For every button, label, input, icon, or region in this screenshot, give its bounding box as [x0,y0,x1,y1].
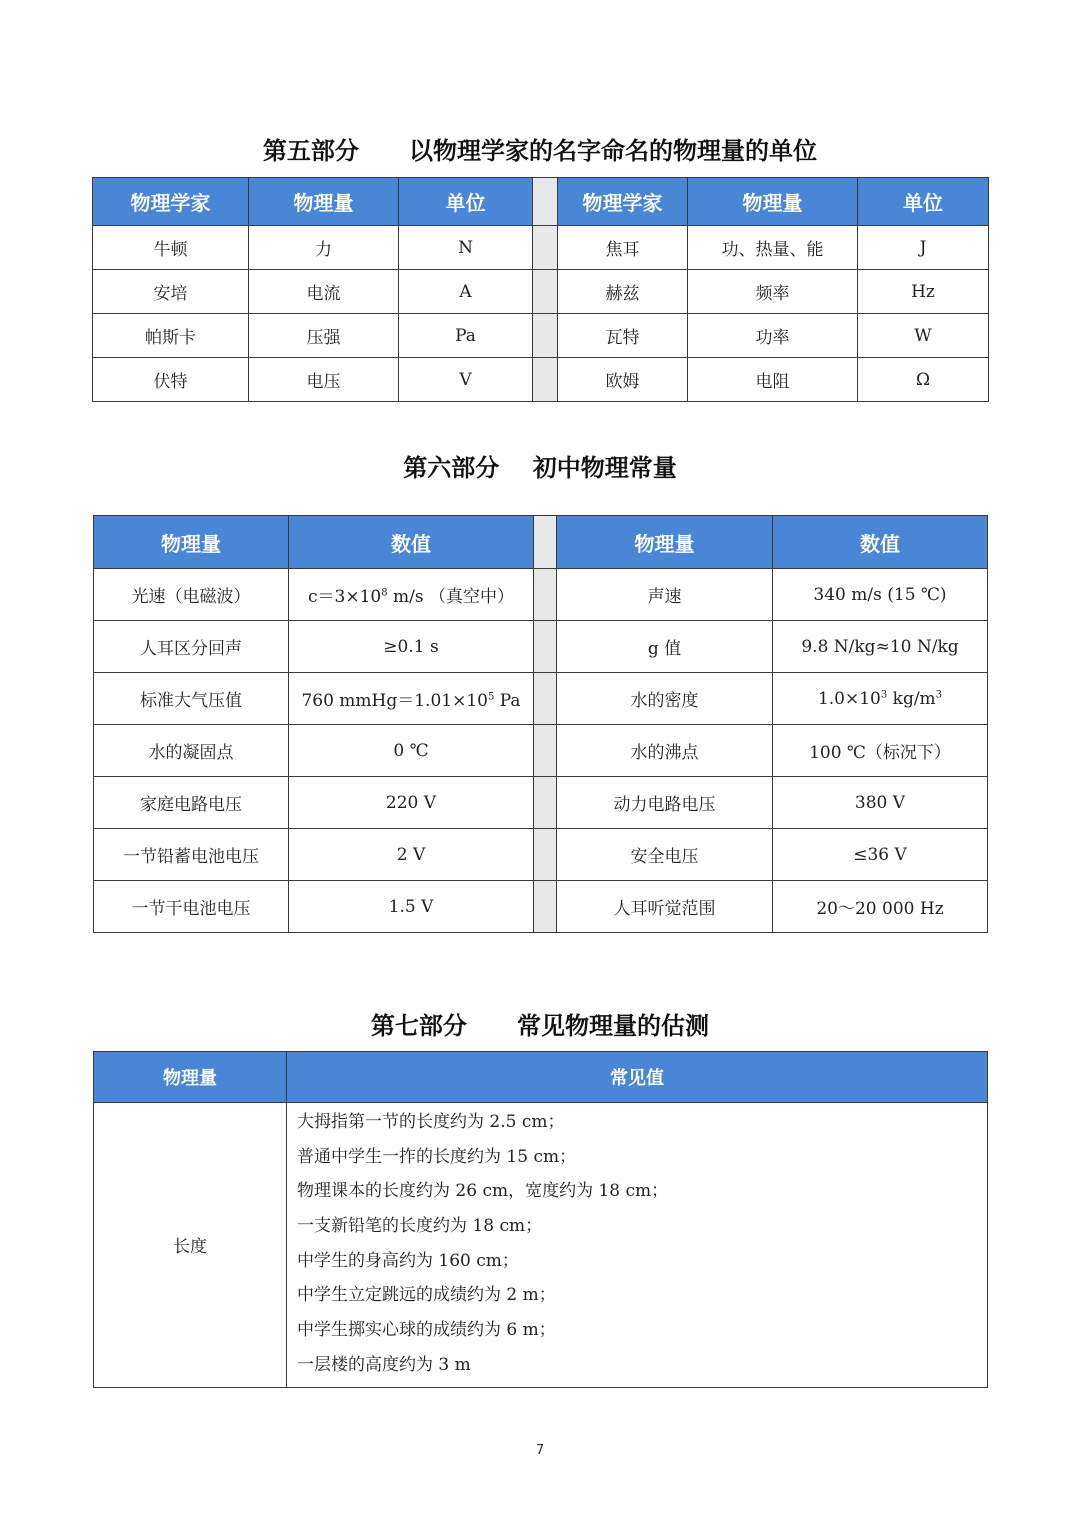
common-values-cell [287,1103,988,1388]
quantity-cell: 水的密度 [557,673,773,725]
value-exponent: 3 [880,688,888,700]
column-divider [533,270,558,314]
physics-constants-table [93,515,988,933]
value-text: 340 m/s (15 ℃) [813,584,947,605]
unit-cell: V [399,358,533,402]
table-row [94,621,988,673]
value-cell [289,829,534,881]
value-cell [773,777,988,829]
quantity-cell: 频率 [688,270,858,314]
table-row [94,725,988,777]
quantity-cell: 电流 [249,270,399,314]
quantity-cell: 长度 [94,1103,287,1388]
column-divider [534,621,557,673]
table-row [94,569,988,621]
unit-cell: N [399,226,533,270]
estimate-line: 物理课本的长度约为 26 cm，宽度约为 18 cm； [297,1181,669,1202]
value-text: ≥0.1 s [383,636,439,657]
value-text: 9.8 N/kg≈10 N/kg [801,636,959,657]
quantity-cell: g 值 [557,621,773,673]
estimate-line: 普通中学生一拃的长度约为 15 cm； [297,1146,577,1167]
quantity-cell: 人耳听觉范围 [557,881,773,933]
value-cell [289,881,534,933]
quantity-cell: 压强 [249,314,399,358]
header-quantity: 物理量 [557,516,773,569]
column-divider [534,673,557,725]
value-cell [773,673,988,725]
estimate-line: 中学生掷实心球的成绩约为 6 m； [297,1320,556,1341]
section6-title: 第六部分 初中物理常量 [403,454,677,482]
header-unit: 单位 [858,178,989,226]
quantity-cell: 人耳区分回声 [94,621,289,673]
value-cell [773,725,988,777]
column-divider [534,829,557,881]
value-text: c＝3×10 [308,587,382,607]
value-text: 760 mmHg＝1.01×10 [301,691,488,711]
quantity-cell: 力 [249,226,399,270]
table-row [93,226,989,270]
column-divider [533,178,558,226]
physicist-cell: 安培 [93,270,249,314]
value-text: 0 ℃ [393,740,429,761]
unit-cell: Hz [858,270,989,314]
table-row [93,358,989,402]
column-divider [533,314,558,358]
value-cell [289,569,534,621]
value-cell [289,673,534,725]
value-unit-exponent: 3 [935,688,943,700]
header-value: 数值 [773,516,988,569]
table-header-row [94,1052,988,1103]
physicist-cell: 瓦特 [558,314,688,358]
value-text: 1.0×10 [817,688,881,709]
header-quantity: 物理量 [688,178,858,226]
unit-cell: A [399,270,533,314]
table-header-row [93,178,989,226]
physicist-cell: 赫兹 [558,270,688,314]
table-row [94,881,988,933]
physicist-cell: 伏特 [93,358,249,402]
quantity-cell: 水的沸点 [557,725,773,777]
quantity-cell: 标准大气压值 [94,673,289,725]
value-cell [773,881,988,933]
estimate-line: 大拇指第一节的长度约为 2.5 cm； [297,1112,565,1132]
column-divider [534,569,557,621]
physicist-cell: 帕斯卡 [93,314,249,358]
header-value: 数值 [289,516,534,569]
section7-title: 第七部分 常见物理量的估测 [370,1012,710,1040]
estimation-table [93,1051,988,1388]
quantity-cell: 电压 [249,358,399,402]
value-text: 100 ℃（标况下） [809,743,951,763]
quantity-cell: 安全电压 [557,829,773,881]
physicist-cell: 牛顿 [93,226,249,270]
quantity-cell: 水的凝固点 [94,725,289,777]
quantity-cell: 家庭电路电压 [94,777,289,829]
value-text: 2 V [396,844,426,865]
quantity-cell: 声速 [557,569,773,621]
value-text: ≤36 V [853,844,907,865]
value-cell [289,621,534,673]
quantity-cell: 光速（电磁波） [94,569,289,621]
value-exponent: 8 [381,587,388,599]
table-row [94,829,988,881]
column-divider [534,516,557,569]
quantity-cell: 电阻 [688,358,858,402]
table-row [94,777,988,829]
estimate-line: 中学生的身高约为 160 cm； [297,1250,519,1271]
value-text: 380 V [854,792,906,813]
value-cell [773,569,988,621]
column-divider [534,777,557,829]
quantity-cell: 一节干电池电压 [94,881,289,933]
table-header-row [94,516,988,569]
value-cell [289,777,534,829]
value-cell [773,621,988,673]
header-unit: 单位 [399,178,533,226]
estimate-line: 一支新铅笔的长度约为 18 cm； [297,1216,543,1237]
quantity-cell: 功率 [688,314,858,358]
estimate-line: 中学生立定跳远的成绩约为 2 m； [297,1285,556,1306]
header-quantity: 物理量 [94,1052,287,1103]
quantity-cell: 功、热量、能 [688,226,858,270]
unit-cell: J [858,226,989,270]
unit-cell: Ω [858,358,989,402]
physicist-units-table [92,177,989,402]
physicist-cell: 焦耳 [558,226,688,270]
header-physicist: 物理学家 [93,178,249,226]
quantity-cell: 动力电路电压 [557,777,773,829]
physicist-cell: 欧姆 [558,358,688,402]
page-number: 7 [535,1443,545,1458]
column-divider [534,725,557,777]
section5-title: 第五部分 以物理学家的名字命名的物理量的单位 [262,137,818,165]
unit-cell: Pa [399,314,533,358]
column-divider [534,881,557,933]
quantity-cell: 一节铅蓄电池电压 [94,829,289,881]
table-row [94,673,988,725]
value-cell [289,725,534,777]
header-physicist: 物理学家 [558,178,688,226]
value-text: 220 V [385,792,437,813]
value-unit: Pa [494,691,521,711]
table-row [93,314,989,358]
header-common-value: 常见值 [287,1052,988,1103]
header-quantity: 物理量 [249,178,399,226]
value-unit: m/s （真空中） [387,587,514,607]
estimate-line: 一层楼的高度约为 3 m [297,1354,471,1375]
column-divider [533,226,558,270]
table-row [94,1103,988,1388]
value-exponent: 5 [487,691,495,703]
value-text: 1.5 V [388,896,434,917]
column-divider [533,358,558,402]
value-cell [773,829,988,881]
table-row [93,270,989,314]
header-quantity: 物理量 [94,516,289,569]
value-text: 20～20 000 Hz [816,899,944,919]
value-unit: kg/m [887,688,936,709]
unit-cell: W [858,314,989,358]
